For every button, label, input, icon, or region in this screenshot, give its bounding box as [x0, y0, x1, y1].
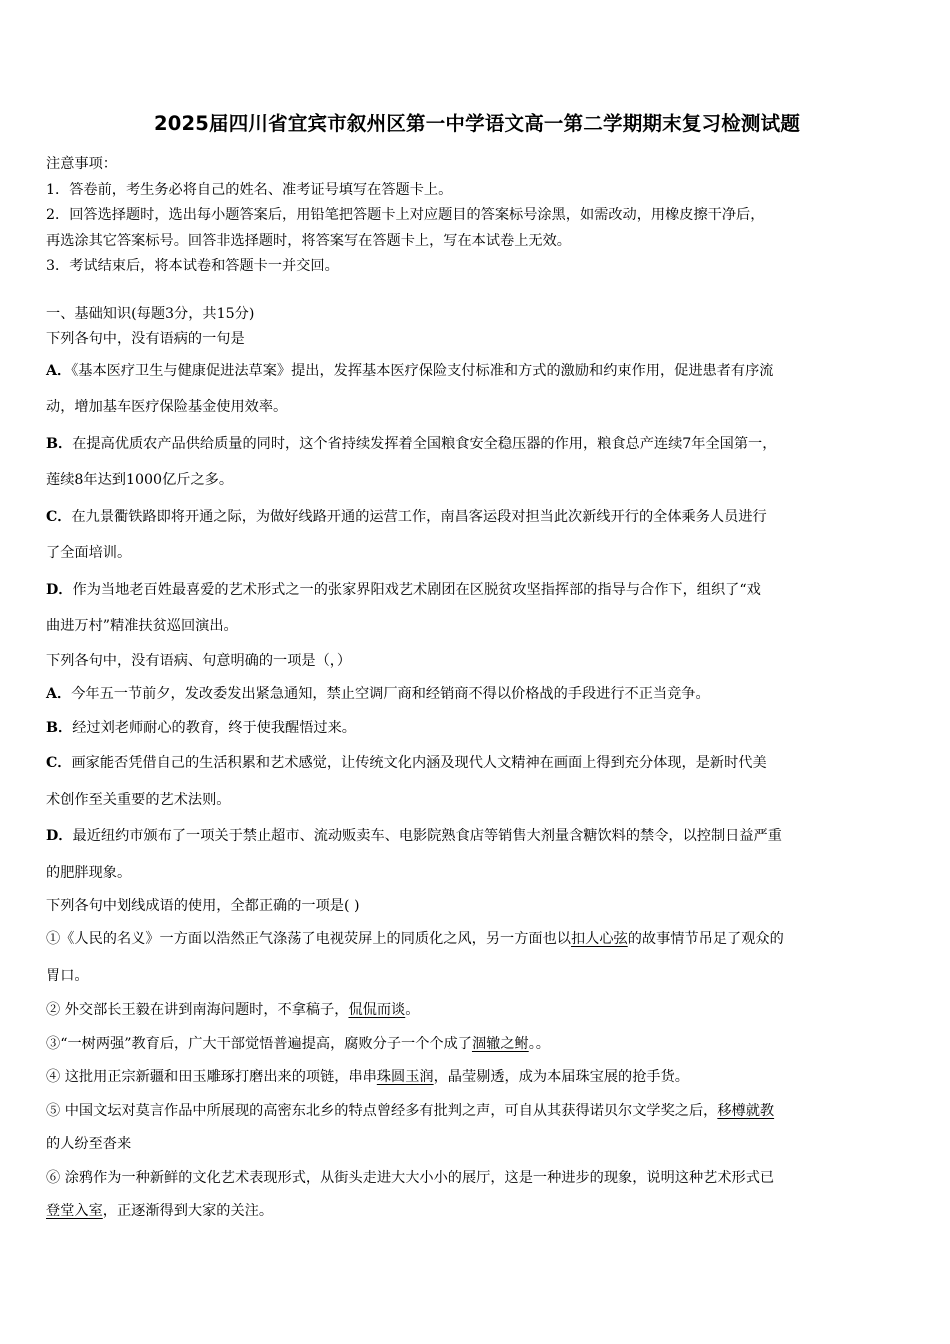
option-d [46, 572, 908, 609]
item-3 [46, 1028, 908, 1062]
notes-line: 2．回答选择题时，选出每小题答案后，用铅笔把答题卡上对应题目的答案标号涂黑，如需改动，用橡皮擦干净后， [46, 207, 765, 224]
item-continuation: 胃口。 [46, 967, 89, 984]
underlined-idiom: 珠圆玉润 [376, 1069, 434, 1086]
underlined-idiom: 登堂入室 [46, 1203, 103, 1220]
option-continuation: 的肥胖现象。 [46, 864, 132, 881]
option-c [46, 745, 908, 782]
option-text: 最近纽约市颁布了一项关于禁止超市、流动贩卖车、电影院熟食店等销售大剂量含糖饮料的禁令，以控制日益严重 [72, 828, 782, 845]
notes-block [46, 152, 908, 280]
page-title: 2025届四川省宜宾市叙州区第一中学语文高一第二学期期末复习检测试题 [153, 112, 801, 135]
option-text: 今年五一节前夕，发改委发出紧急通知，禁止空调厂商和经销商不得以价格战的手段进行不正当竞争。 [71, 686, 710, 703]
notes-line: 1．答卷前，考生务必将自己的姓名、准考证号填写在答题卡上。 [46, 181, 453, 198]
option-continuation: 术创作至关重要的艺术法则。 [46, 791, 231, 808]
option-text: 在九景衢铁路即将开通之际，为做好线路开通的运营工作，南昌客运段对担当此次新线开行的全体乘务人员进行 [71, 508, 767, 525]
item-text: ③“一树两强”教育后，广大干部觉悟普遍提高，腐败分子一个个成了 [46, 1035, 472, 1052]
option-text: 作为当地老百姓最喜爱的艺术形式之一的张家界阳戏艺术剧团在区脱贫攻坚指挥部的指导与合作下，组织了“戏 [72, 581, 761, 598]
underlined-idiom: 扣人心弦 [570, 931, 628, 948]
item-4 [46, 1061, 908, 1095]
option-label: C． [46, 508, 72, 525]
item-1 [46, 921, 908, 958]
question-2 [46, 645, 908, 892]
item-text: ，正逐渐得到大家的关注。 [102, 1203, 274, 1220]
question-1 [46, 327, 908, 645]
option-label: B． [46, 719, 73, 736]
option-c [46, 499, 908, 536]
item-text: 。 [405, 1002, 420, 1019]
item-text: ①《人民的名义》一方面以浩然正气涤荡了电视荧屏上的同质化之风，另一方面也以 [46, 931, 571, 948]
option-label: A． [46, 362, 72, 379]
option-text: 经过刘老师耐心的教育，终于使我醒悟过来。 [72, 719, 356, 736]
option-label: D． [46, 828, 73, 845]
item-text: 。。 [528, 1035, 550, 1052]
option-label: D． [46, 581, 73, 598]
item-text: ② 外交部长王毅在讲到南海问题时，不拿稿子， [46, 1002, 349, 1019]
underlined-idiom: 移樽就教 [717, 1102, 775, 1119]
option-b [46, 712, 908, 746]
option-continuation: 了全面培训。 [46, 545, 132, 562]
option-label: A． [46, 686, 72, 703]
notes-heading: 注意事项： [46, 156, 117, 172]
question-3 [46, 891, 908, 1229]
question-stem: 下列各句中划线成语的使用，全都正确的一项是( ) [46, 898, 360, 915]
option-a [46, 353, 908, 390]
option-d [46, 818, 908, 855]
option-continuation: 曲进万村”精准扶贫巡回演出。 [46, 618, 238, 635]
option-continuation: 动，增加基车医疗保险基金使用效率。 [46, 399, 288, 416]
item-text: ，晶莹剔透，成为本届珠宝展的抢手货。 [433, 1069, 689, 1086]
option-label: B． [46, 435, 73, 452]
question-stem: 下列各句中，没有语病的一句是 [46, 331, 245, 348]
item-text: ⑥ 涂鸦作为一种新鲜的文化艺术表现形式，从街头走进大大小小的展厅，这是一种进步的现象，说明这种艺术形式已 [46, 1169, 775, 1186]
underlined-idiom: 侃侃而谈 [348, 1002, 406, 1019]
section-heading: 一、基础知识(每题3分，共15分) [46, 305, 255, 322]
option-text: 《基本医疗卫生与健康促进法草案》提出，发挥基本医疗保险支付标准和方式的激励和约束作用，促进患者有序流 [71, 362, 774, 379]
notes-line: 再选涂其它答案标号。回答非选择题时，将答案写在答题卡上，写在本试卷上无效。 [46, 232, 571, 249]
item-text: ④ 这批用正宗新疆和田玉雕琢打磨出来的项链，串串 [46, 1069, 377, 1086]
item-2 [46, 994, 908, 1028]
option-b [46, 426, 908, 463]
notes-line: 3．考试结束后，将本试卷和答题卡一并交回。 [46, 258, 339, 275]
item-continuation: 的人纷至沓来 [46, 1136, 132, 1153]
option-continuation: 莲续8年达到1000亿斤之多。 [46, 472, 234, 489]
question-stem: 下列各句中，没有语病、句意明确的一项是（，） [46, 652, 352, 669]
option-label: C． [46, 755, 72, 772]
exam-page [46, 108, 908, 1229]
option-text: 在提高优质农产品供给质量的同时，这个省持续发挥着全国粮食安全稳压器的作用，粮食总产连续7年全国第一， [72, 435, 777, 452]
item-6 [46, 1162, 908, 1196]
item-text: 的故事情节吊足了观众的 [627, 931, 784, 948]
item-text: ⑤ 中国文坛对莫言作品中所展现的高密东北乡的特点曾经多有批判之声，可自从其获得诺贝尔文学奖之后， [46, 1102, 718, 1119]
option-text: 画家能否凭借自己的生活积累和艺术感觉，让传统文化内涵及现代人文精神在画面上得到充分体现，是新时代美 [71, 755, 767, 772]
item-continuation [46, 1195, 908, 1229]
underlined-idiom: 涸辙之鲋 [471, 1035, 529, 1052]
option-a [46, 678, 908, 712]
item-5 [46, 1095, 908, 1129]
